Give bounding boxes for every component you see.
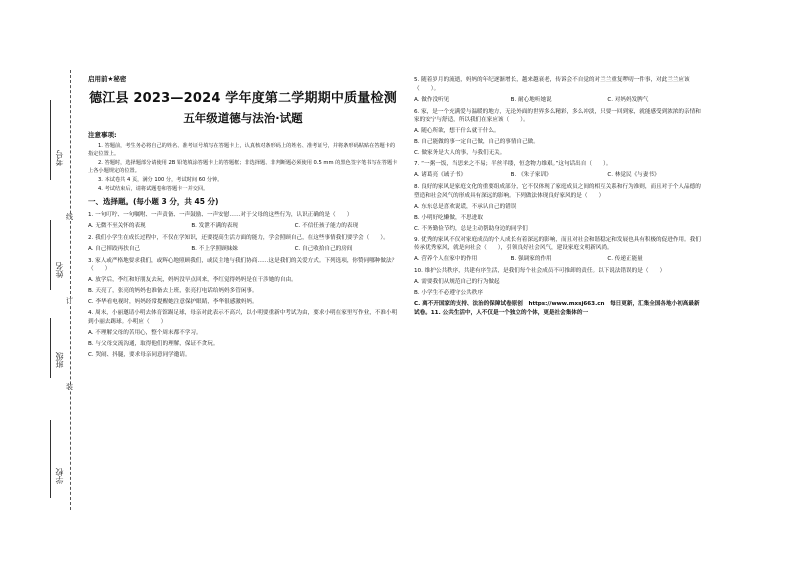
answer-option: C. 不信任孩子能力的表现 [294, 222, 359, 229]
answer-option: B. 小明好吃懒做，不思进取 [414, 214, 483, 221]
answer-option: B. 发泄不满的表现 [191, 222, 238, 229]
class-label: 班级 [55, 352, 64, 368]
school-label: 学校 [55, 468, 64, 484]
option-row [414, 171, 704, 180]
left-column [88, 74, 398, 362]
right-column [414, 76, 704, 318]
cut-line [70, 70, 71, 510]
answer-option: A. 自己摔跤再扶自己 [88, 245, 141, 252]
question-stem: 9. 优秀的家风不仅对家庭成员的个人成长有着深远的影响，而且对社会和谐稳定和发展也具有积极的促进作用。我们传承优秀家风，就是向社会（ ），引领良好社会风气，建设家庭文明新风尚。 [414, 236, 701, 252]
answer-option: A. 营养个人在家中的作用 [414, 256, 478, 263]
section-heading: 一、选择题。(每小题 3 分，共 45 分) [88, 197, 219, 206]
question-stem: 6. 家，是一个充满爱与温暖的地方，无论外面的世界多么精彩，多么冲淡，只要一回到家，就能感受到浓浓的亲情和家的安宁与舒适，所以我们在家应该（ ）。 [414, 108, 701, 124]
question-item [88, 234, 398, 254]
answer-option: A. 需要我们从规范自己的行为做起 [414, 278, 500, 285]
answer-option: A. 诸葛亮《诫子书》 [414, 171, 467, 178]
right-question-list [414, 76, 704, 298]
question-stem: 10. 维护公共秩序，共建有序生活，是我们每个社会成员不可推卸的责任。以下说法错误的是（ ） [414, 268, 666, 275]
question-item [414, 108, 704, 159]
exam-title: 德江县 2023—2024 学年度第二学期期中质量检测 [89, 91, 397, 106]
note-item: 1. 答题前，考生务必将自己的姓名、准考证号填写在答题卡上，认真核对条形码上的姓名、准考证号，并将条形码粘贴在答题卡的指定位置上。 [88, 143, 396, 157]
note-item: 2. 答题时，选择题部分请使用 2B 铅笔填涂答题卡上的答题框；非选择题、非判断题必须使用 0.5 mm 的黑色签字笔书写在答题卡上各小题规定的位置。 [88, 160, 398, 174]
answer-option: A. 做作没听见 [414, 96, 450, 103]
answer-option: C. 传递正能量 [607, 256, 643, 263]
question-stem: 7. “一粥一饭，当思来之不易；半丝半缕，恒念物力维艰。”这句话出自（ ）。 [414, 161, 612, 168]
notes-heading: 注意事项: [88, 131, 117, 139]
footer-text: C. 离不开国家的支持、法治的保障试卷原创 https://www.mxsj663.cn 每日更新，汇集全国各地小初高最新试卷。11. 公共生活中，人不仅是一个独立的个体，更是社会集体的一 [414, 300, 700, 316]
answer-option: C. 不务勤俭节约，总是主动帮助身边的同学们 [414, 225, 528, 232]
option-row [88, 222, 398, 231]
answer-option: C. 哭闹、抖腿，要求母亲同意同学邀请。 [88, 351, 191, 358]
question-stem: 8. 良好的家风是家庭文化的重要组成部分，它不仅体现了家庭成员之间的相互关系和行为准则，而且对于个人品德的塑造和社会风气的形成具有深远的影响。下列做法体现良好家风的是（ ） [414, 183, 701, 199]
answer-option: C. 李华看电视时，妈妈经常提醒她注意保护眼睛，李华很感激妈妈。 [88, 299, 258, 306]
answer-option: B. 强调家的作用 [510, 256, 552, 263]
answer-option: B. 耐心地听她说 [510, 96, 552, 103]
answer-option: A. 放学后，李红和好朋友去玩，妈妈没早点回来，李红觉得妈妈是在干涉她的自由。 [88, 277, 297, 284]
question-item [414, 160, 704, 180]
answer-option: C. 做家务是大人的事，与我们无关。 [414, 150, 506, 157]
exam-number-label: 考号 [55, 150, 64, 166]
cut-mark-bind: 订 [66, 297, 73, 305]
answer-option: A. 随心所欲，想干什么就干什么。 [414, 128, 500, 135]
secret-label: 启用前★秘密 [88, 75, 127, 83]
question-stem: 3. 家人或严格地要求我们，或辉心地照顾我们，或民主地与我们协商……这是我们的关爱方式。下列选项，你赞同哪种做法？（ ） [88, 257, 398, 273]
question-item [414, 236, 704, 265]
answer-option: A. 不理解父母的苦用心，整个周末都不学习。 [88, 329, 202, 336]
answer-option: C. 林觉民《与妻书》 [607, 171, 660, 178]
left-question-list [88, 211, 398, 360]
cut-mark-load: 装 [66, 383, 73, 391]
name-label: 姓名 [55, 262, 64, 278]
question-item [88, 257, 398, 308]
question-stem: 4. 周末，小丽邀请小明去体育馆踢足球，母亲对此表示不高兴，以小明要重新中考试为由，要求小明在家里写作业，不准小明到小丽去踢球。小明应（ ） [88, 310, 398, 325]
cut-mark-line: 线 [66, 213, 73, 221]
note-item: 3. 本试卷共 4 页，满分 100 分，考试时间 60 分钟。 [98, 177, 223, 183]
answer-option: B. 天亮了，张亮的妈妈也准备去上班，张亮打电话给妈妈多管闲事。 [88, 288, 258, 295]
option-row [88, 245, 398, 254]
question-item [414, 183, 704, 234]
answer-option: B. 自己能做的事一定自己做，自己的事情自己做。 [414, 139, 539, 146]
answer-option: B. 与父母交流沟通，取得他们的理解，保证不贪玩。 [88, 340, 219, 347]
question-item [414, 267, 704, 298]
answer-option: A. 东东总是喜欢说谎，不承认自己的错误 [414, 203, 517, 210]
answer-option: B. 不上学照顾妹妹 [191, 245, 238, 252]
exam-number-line [50, 100, 51, 180]
question-stem: 1. 一句叮咛、一句嘱咐、一声责备、一声鼓励、一声安慰……对于父母的这些行为，认识正确的是（ ） [88, 212, 353, 218]
answer-option: C. 对妈妈发脾气 [607, 96, 649, 103]
school-line [50, 420, 51, 498]
question-stem: 2. 我们小学生在成长过程中，不仅在学知识，还要提高生活方面的能力，学会照顾自己，在这些事情我们要学会（ ）。 [88, 234, 389, 241]
question-item [414, 76, 704, 105]
answer-option: B. 《朱子家训》 [510, 171, 552, 178]
answer-option: C. 自己收拾自己的房间 [294, 245, 353, 252]
option-row [414, 255, 704, 264]
question-stem: 5. 随着岁月的流逝，妈妈的年纪逐渐增长，越来越衰老，传诉会不自觉的对兰兰重复啰叨一件事，对此兰兰应该（ ）。 [414, 77, 690, 92]
option-row [414, 96, 704, 105]
exam-subtitle: 五年级道德与法治·试题 [183, 111, 303, 125]
question-item [88, 309, 398, 360]
note-item: 4. 考试结束后，请将试题卷和答题卡一并交回。 [98, 186, 209, 192]
class-line [50, 318, 51, 378]
answer-option: A. 无微不至关怀的表现 [88, 222, 146, 229]
answer-option: B. 小学生不必遵守公共秩序 [414, 289, 483, 296]
binding-margin [0, 0, 88, 561]
question-item [88, 211, 398, 231]
name-line [50, 220, 51, 290]
